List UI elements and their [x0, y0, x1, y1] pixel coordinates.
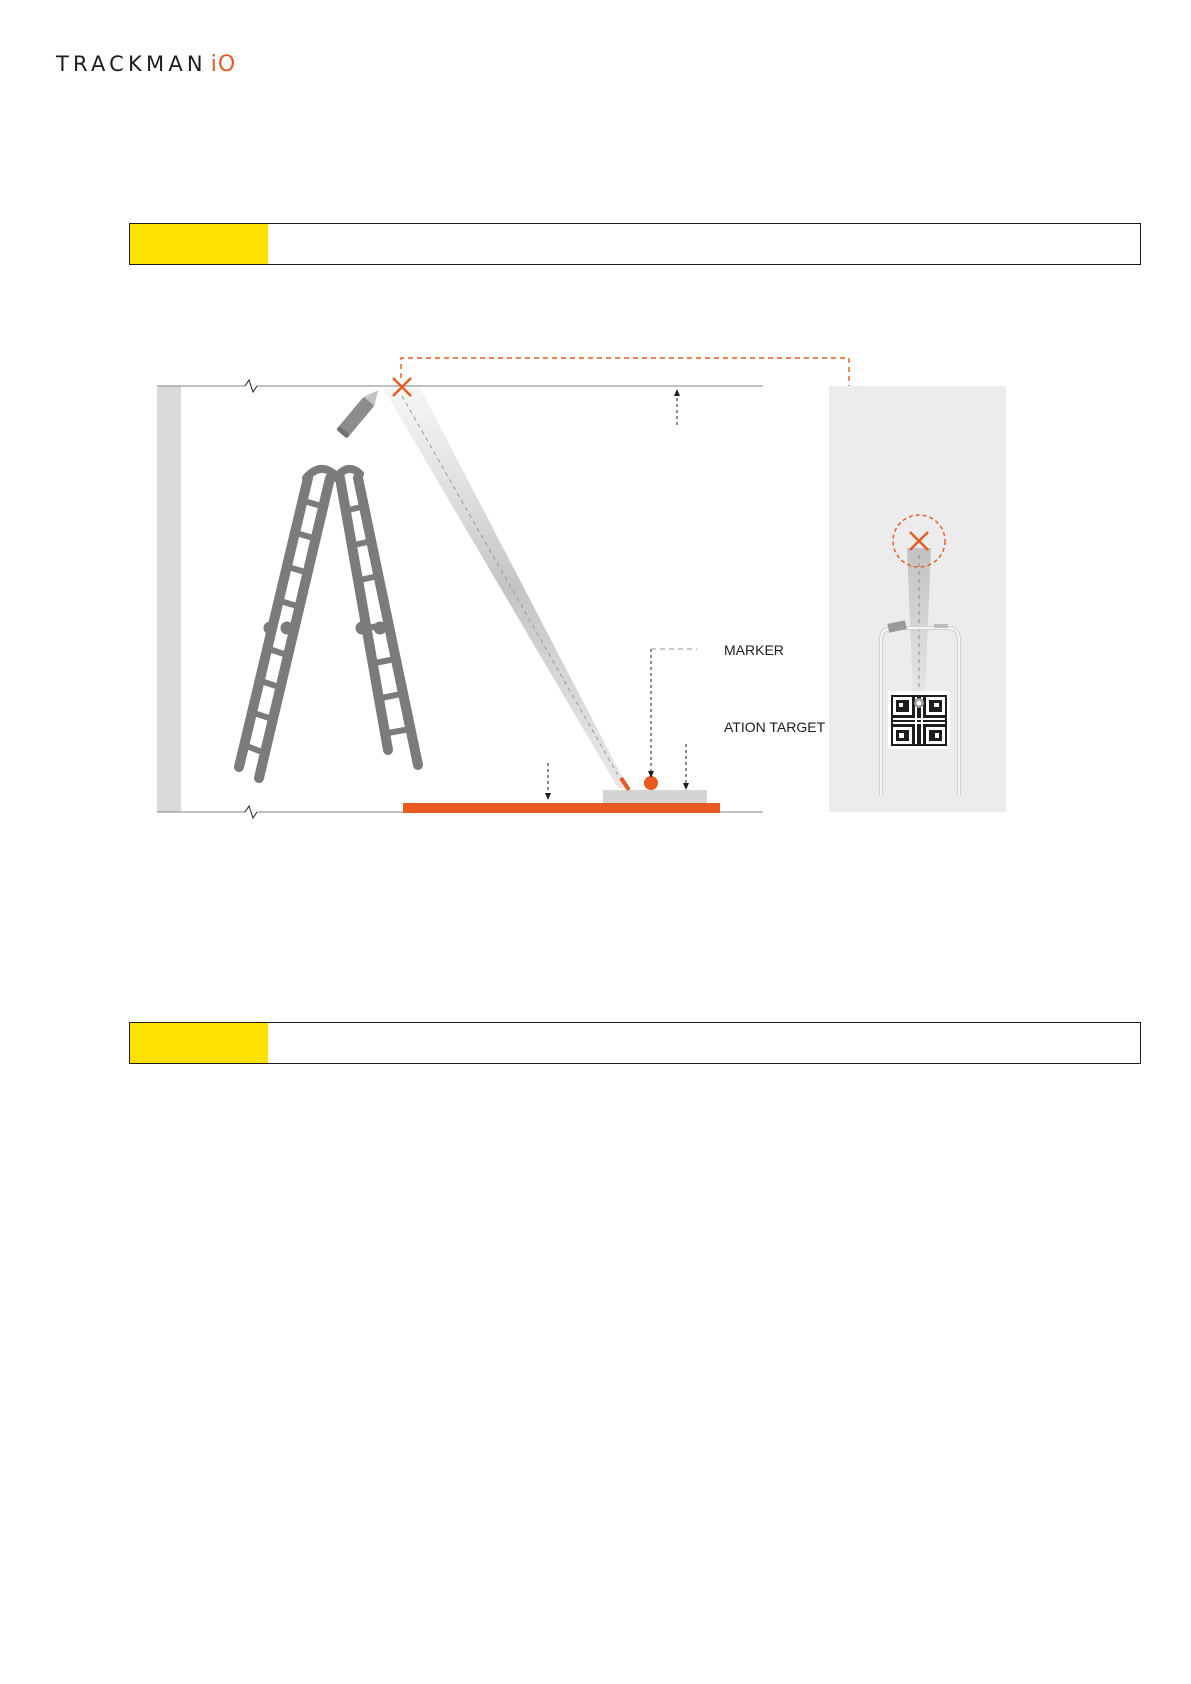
callout-box-2: [129, 1022, 1141, 1064]
hitting-mat: [403, 803, 720, 813]
pencil-icon: [336, 386, 383, 439]
target-arrow-head-icon: [683, 783, 689, 790]
floor-mat-arrow-head-icon: [545, 793, 551, 800]
ladder-illustration: [239, 469, 418, 778]
ceiling-arrow-head-icon: [674, 389, 680, 396]
wall: [157, 386, 181, 812]
target-label: ATION TARGET: [724, 719, 826, 735]
target-platform: [603, 790, 707, 803]
ceiling-line: [157, 380, 763, 392]
calibration-target-pattern: [888, 691, 950, 749]
laser-beam-cone: [383, 388, 628, 788]
logo-wordmark: TRACKMAN: [56, 52, 207, 76]
small-device-icon: [934, 624, 948, 628]
marker-ball: [644, 776, 658, 790]
logo-io-suffix: iO: [210, 51, 237, 77]
callout-2-highlight: [130, 1023, 268, 1063]
marker-label: MARKER: [724, 642, 784, 658]
